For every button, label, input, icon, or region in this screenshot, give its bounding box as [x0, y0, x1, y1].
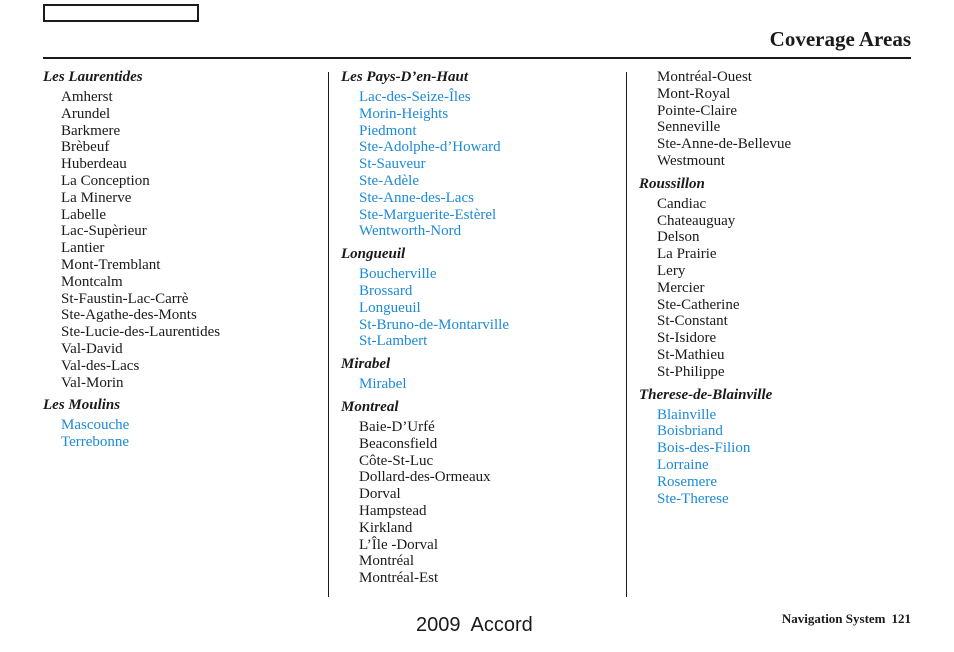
city-link[interactable]: Mascouche	[61, 417, 130, 434]
city-list	[639, 407, 911, 508]
city-link[interactable]: St-Lambert	[359, 333, 428, 350]
region-title: Montreal	[341, 398, 399, 415]
city-item: Senneville	[657, 119, 721, 136]
region-section	[639, 176, 911, 381]
region-title: Les Pays-D’en-Haut	[341, 69, 469, 85]
region-section	[43, 397, 323, 451]
city-link[interactable]: Ste-Therese	[657, 490, 729, 507]
city-link[interactable]: Brossard	[359, 282, 413, 299]
city-item: Pointe-Claire	[657, 102, 737, 119]
city-item: Baie-D’Urfé	[359, 418, 435, 435]
city-link[interactable]: Ste-Anne-des-Lacs	[359, 189, 474, 206]
city-link[interactable]: Wentworth-Nord	[359, 223, 462, 240]
column-3	[639, 69, 911, 513]
title-divider	[43, 57, 911, 59]
city-item: St-Faustin-Lac-Carrè	[61, 290, 189, 307]
city-list	[341, 89, 621, 240]
city-link[interactable]: Bois-des-Filion	[657, 440, 751, 457]
city-item: Montréal-Est	[359, 570, 439, 587]
region-section	[341, 399, 621, 587]
city-item: Ste-Agathe-des-Monts	[61, 307, 197, 324]
footer-nav	[782, 611, 911, 627]
city-link[interactable]: Lorraine	[657, 456, 709, 473]
city-item: Lac-Supèrieur	[61, 223, 147, 240]
city-list	[639, 196, 911, 381]
city-item: Amherst	[61, 89, 113, 105]
city-item: Dorval	[359, 486, 401, 503]
city-list	[639, 69, 911, 170]
city-link[interactable]: Ste-Adolphe-d’Howard	[359, 139, 501, 156]
region-section	[639, 387, 911, 508]
city-item: Val-David	[61, 340, 123, 357]
city-link[interactable]: Blainville	[657, 406, 717, 423]
city-item: Mont-Royal	[657, 85, 731, 102]
city-item: Dollard-des-Ormeaux	[359, 469, 491, 486]
city-link[interactable]: Terrebonne	[61, 434, 130, 451]
city-link[interactable]: Boucherville	[359, 266, 437, 283]
region-title: Mirabel	[341, 356, 391, 373]
city-link[interactable]: Morin-Heights	[359, 105, 449, 122]
column-1	[43, 69, 323, 457]
city-link[interactable]: Mirabel	[359, 376, 407, 393]
city-item: Candiac	[657, 195, 707, 212]
city-item: St-Constant	[657, 313, 728, 330]
city-link[interactable]: Ste-Adèle	[359, 172, 419, 189]
city-link[interactable]: Rosemere	[657, 473, 717, 490]
vehicle-model: 2009 Accord	[416, 614, 533, 636]
city-link[interactable]: Boisbriand	[657, 423, 723, 440]
city-item: Mont-Tremblant	[61, 256, 161, 273]
city-list	[341, 376, 621, 393]
city-item: Ste-Lucie-des-Laurentides	[61, 324, 221, 341]
city-item: La Prairie	[657, 246, 717, 263]
city-item: Ste-Catherine	[657, 296, 740, 313]
city-link[interactable]: Ste-Marguerite-Estèrel	[359, 206, 497, 223]
city-list	[43, 417, 323, 451]
city-item: Beaconsfield	[359, 435, 438, 452]
city-item: Labelle	[61, 206, 106, 223]
city-item: Val-Morin	[61, 374, 124, 391]
city-link[interactable]: Longueuil	[359, 299, 421, 316]
city-item: Huberdeau	[61, 156, 127, 173]
city-list	[43, 89, 323, 391]
city-item: St-Mathieu	[657, 346, 725, 363]
region-section	[341, 246, 621, 350]
city-item: Chateauguay	[657, 212, 736, 229]
region-title: Therese-de-Blainville	[639, 386, 773, 403]
city-item: Lery	[657, 262, 686, 279]
footer-section-label: Navigation System	[781, 611, 886, 626]
city-item: La Minerve	[61, 189, 132, 206]
city-item: La Conception	[61, 172, 150, 189]
city-link[interactable]: St-Bruno-de-Montarville	[359, 316, 509, 333]
column-divider-2	[626, 72, 627, 597]
city-list	[341, 266, 621, 350]
region-title: Les Laurentides	[43, 69, 143, 85]
column-2	[341, 69, 621, 593]
city-item: Montcalm	[61, 273, 123, 290]
city-item: St-Philippe	[657, 363, 725, 380]
city-list	[341, 419, 621, 587]
region-title: Longueuil	[341, 246, 406, 263]
city-item: L’Île -Dorval	[359, 536, 438, 553]
city-item: Delson	[657, 229, 700, 246]
city-item: Barkmere	[61, 122, 121, 139]
page-number: 121	[891, 611, 911, 626]
column-divider-1	[328, 72, 329, 597]
page-title: Coverage Areas	[769, 27, 911, 51]
city-item: Lantier	[61, 240, 105, 257]
city-link[interactable]: St-Sauveur	[359, 156, 426, 173]
region-section	[43, 69, 323, 391]
city-item: Arundel	[61, 105, 111, 122]
region-section	[341, 356, 621, 393]
city-item: Côte-St-Luc	[359, 452, 434, 469]
city-item: Montréal	[359, 553, 414, 570]
city-item: Val-des-Lacs	[61, 357, 140, 374]
city-item: Mercier	[657, 279, 705, 296]
region-section	[341, 69, 621, 240]
city-item: Ste-Anne-de-Bellevue	[657, 136, 792, 153]
header-box	[43, 4, 199, 22]
city-item: St-Isidore	[657, 330, 717, 347]
city-item: Westmount	[657, 152, 725, 169]
city-item: Hampstead	[359, 502, 427, 519]
city-item: Brèbeuf	[61, 139, 110, 156]
city-item: Montréal-Ouest	[657, 69, 752, 85]
city-item: Kirkland	[359, 519, 413, 536]
region-title: Roussillon	[639, 175, 705, 192]
region-section	[639, 69, 911, 170]
city-link[interactable]: Piedmont	[359, 122, 417, 139]
city-link[interactable]: Lac-des-Seize-Îles	[359, 89, 471, 105]
region-title: Les Moulins	[43, 397, 121, 414]
